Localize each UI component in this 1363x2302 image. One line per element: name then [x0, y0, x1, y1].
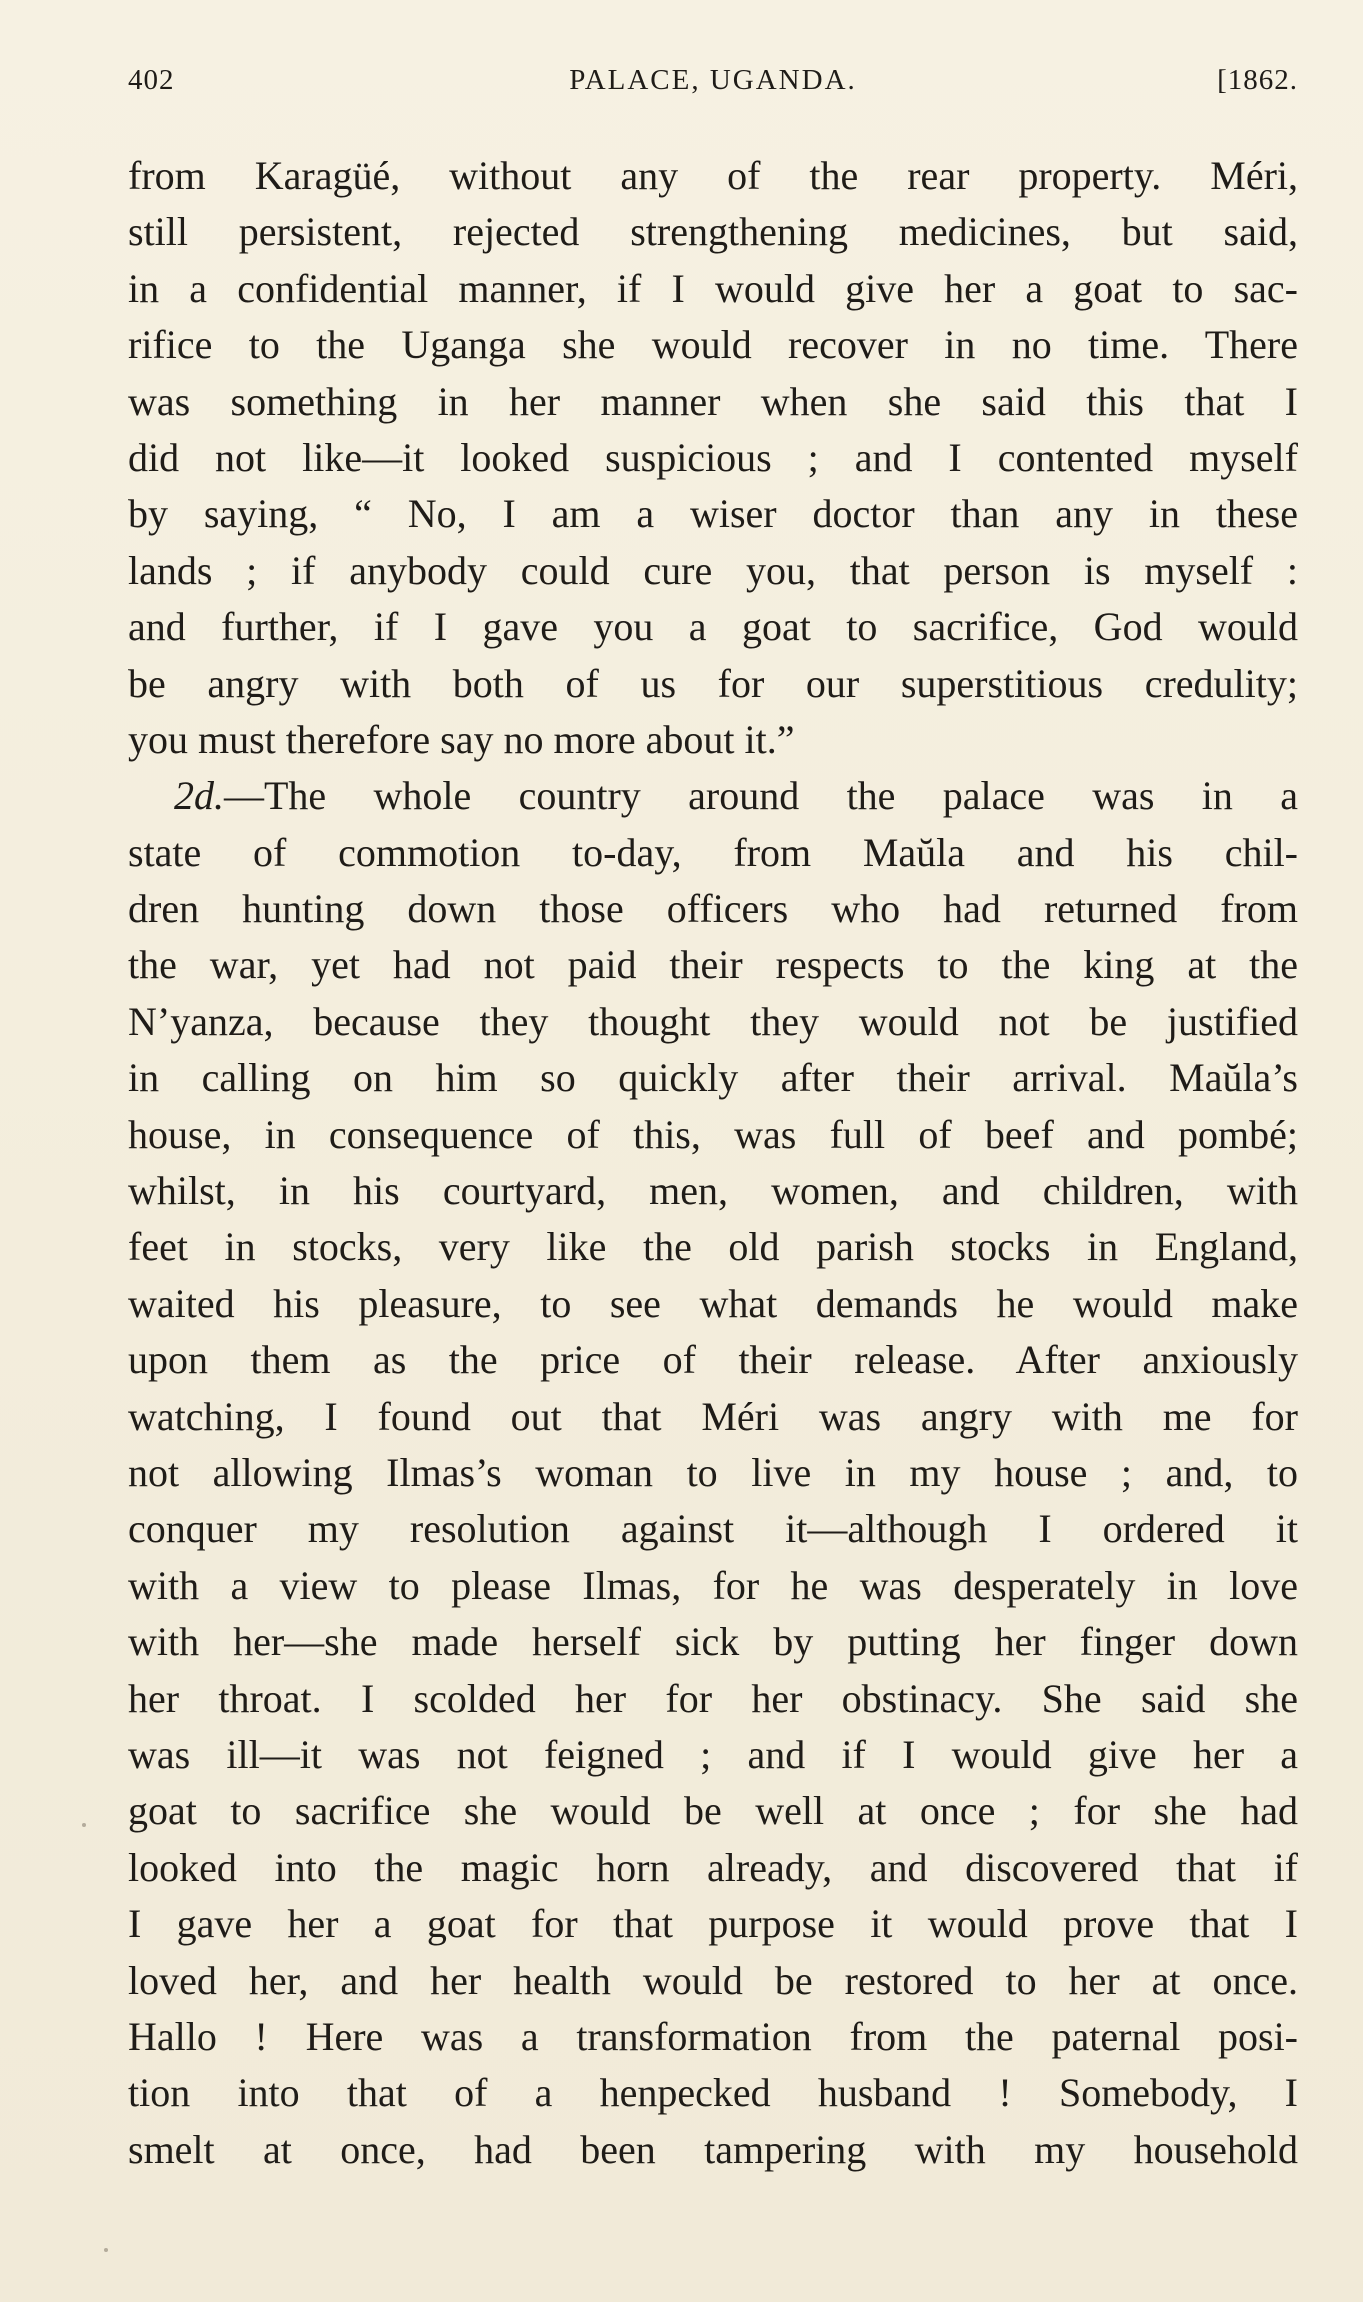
text-line: with her—she made herself sick by putting her finger down	[128, 1619, 1298, 1665]
text-line: not allowing Ilmas’s woman to live in my house ; and, to	[128, 1449, 1298, 1495]
text-line: did not like—it looked suspicious ; and I contented myself	[128, 434, 1298, 480]
body-text	[128, 148, 1298, 2178]
text-line: smelt at once, had been tampering with my household	[128, 2126, 1298, 2172]
text-line: lands ; if anybody could cure you, that person is myself :	[128, 547, 1298, 593]
text-line: by saying, “ No, I am a wiser doctor than any in these	[128, 491, 1298, 537]
text-line: her throat. I scolded her for her obstinacy. She said she	[128, 1675, 1298, 1721]
running-year: [1862.	[1217, 64, 1298, 96]
text-line: watching, I found out that Méri was angry with me for	[128, 1393, 1298, 1439]
text-line: with a view to please Ilmas, for he was desperately in love	[128, 1562, 1298, 1608]
text-line: still persistent, rejected strengthening medicines, but said,	[128, 209, 1298, 255]
text-line: rifice to the Uganga she would recover in no time. There	[128, 322, 1298, 368]
paper-speck	[104, 2248, 108, 2252]
text-line: house, in consequence of this, was full of beef and pombé;	[128, 1111, 1298, 1157]
text-line: was something in her manner when she said this that I	[128, 378, 1298, 424]
text-line: conquer my resolution against it—although I ordered it	[128, 1506, 1298, 1552]
text-line: goat to sacrifice she would be well at once ; for she had	[128, 1788, 1298, 1834]
date-marker: 2d.	[174, 773, 224, 819]
text-line: was ill—it was not feigned ; and if I would give her a	[128, 1731, 1298, 1777]
text-line: upon them as the price of their release. After anxiously	[128, 1337, 1298, 1383]
text-line: and further, if I gave you a goat to sacrifice, God would	[128, 604, 1298, 650]
running-title: PALACE, UGANDA.	[569, 64, 857, 96]
text-line: you must therefore say no more about it.”	[128, 716, 795, 762]
text-line: whilst, in his courtyard, men, women, and children, with	[128, 1168, 1298, 1214]
text-line-rest: —The whole country around the palace was in a	[224, 773, 1298, 819]
text-line: the war, yet had not paid their respects to the king at the	[128, 942, 1298, 988]
text-line: waited his pleasure, to see what demands he would make	[128, 1280, 1298, 1326]
paper-speck	[82, 1823, 86, 1827]
text-line: be angry with both of us for our superstitious credulity;	[128, 660, 1298, 706]
text-line: tion into that of a henpecked husband ! Somebody, I	[128, 2070, 1298, 2116]
text-line: state of commotion to-day, from Maŭla and his chil-	[128, 829, 1298, 875]
text-line: feet in stocks, very like the old parish stocks in England,	[128, 1224, 1298, 1270]
text-line: Hallo ! Here was a transformation from the paternal posi-	[128, 2013, 1298, 2059]
text-line-dated	[128, 768, 1298, 824]
text-line: from Karagüé, without any of the rear property. Méri,	[128, 153, 1298, 198]
text-line: looked into the magic horn already, and discovered that if	[128, 1844, 1298, 1890]
text-line: in calling on him so quickly after their arrival. Maŭla’s	[128, 1055, 1298, 1101]
page-number: 402	[128, 64, 175, 96]
text-line: I gave her a goat for that purpose it would prove that I	[128, 1901, 1298, 1947]
text-line: loved her, and her health would be restored to her at once.	[128, 1957, 1298, 2003]
text-line: N’yanza, because they thought they would not be justified	[128, 998, 1298, 1044]
text-line: dren hunting down those officers who had returned from	[128, 886, 1298, 932]
running-head	[128, 64, 1298, 108]
text-line: in a confidential manner, if I would give her a goat to sac-	[128, 265, 1298, 311]
